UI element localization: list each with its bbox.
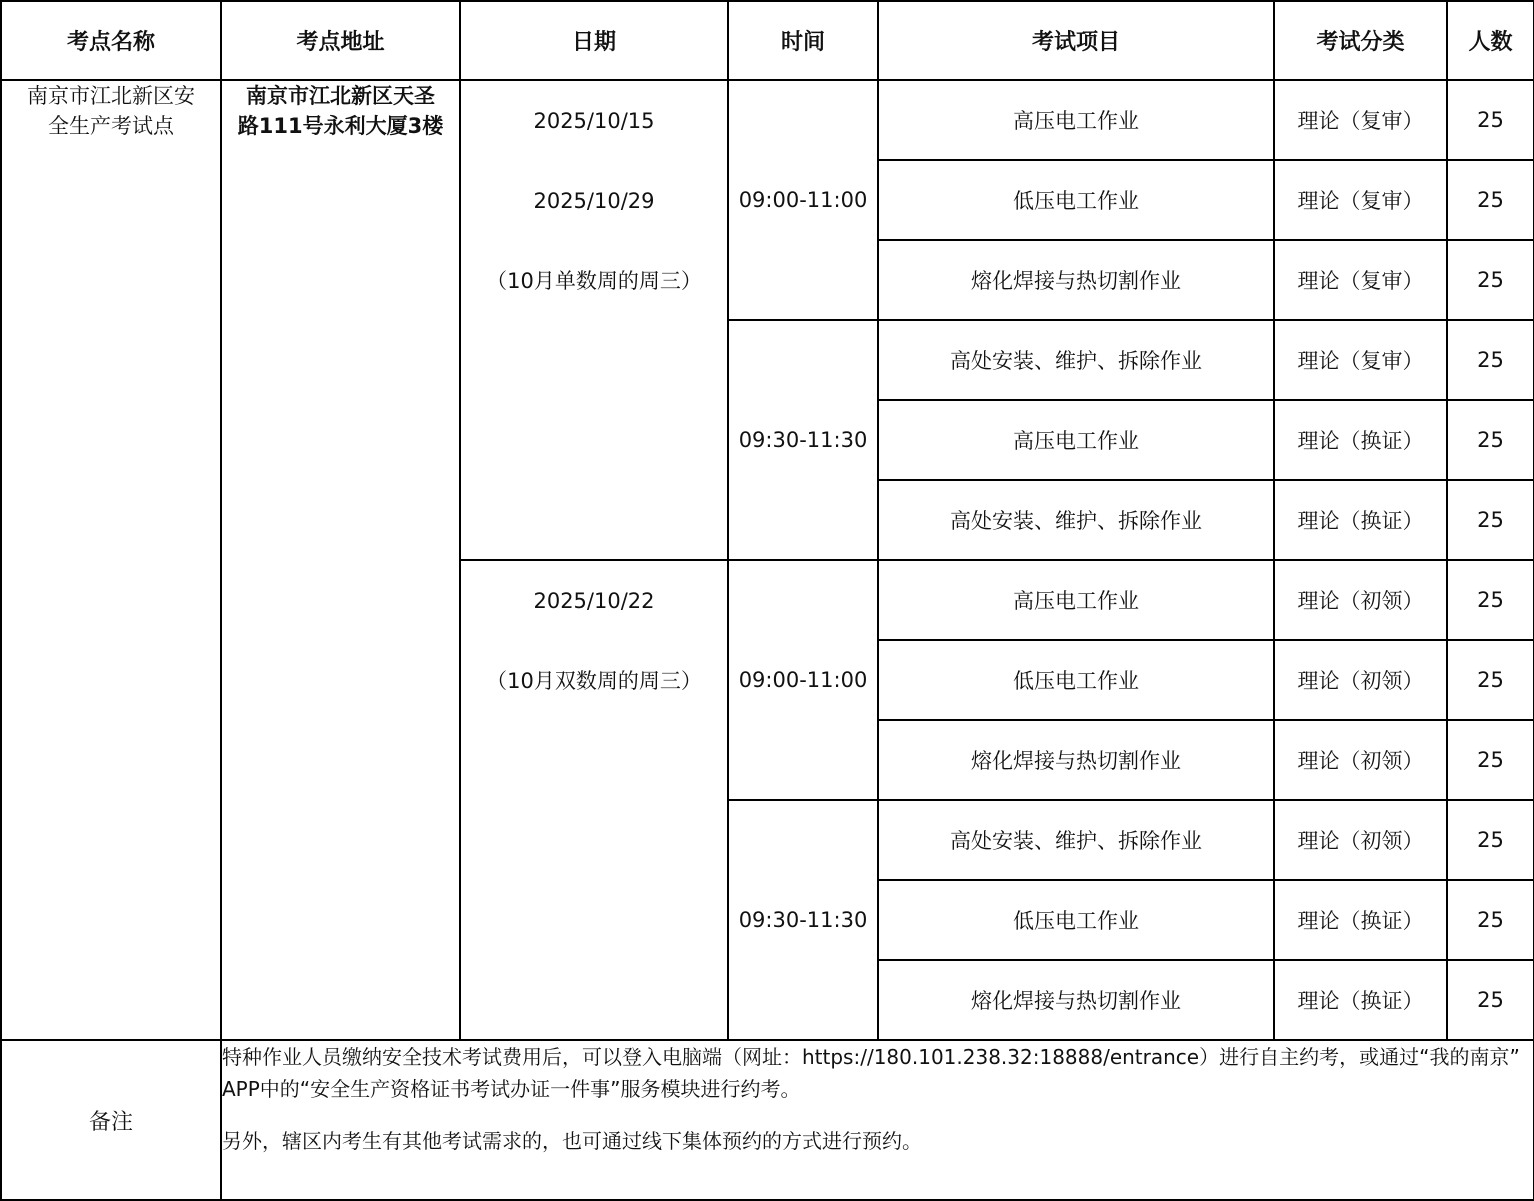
exam-count: 25 — [1447, 800, 1534, 880]
exam-category: 理论（初领） — [1274, 720, 1447, 800]
site-name-cell — [1, 80, 221, 1040]
exam-category: 理论（初领） — [1274, 560, 1447, 640]
date-line: （10月单数周的周三） — [486, 269, 702, 293]
date-line: 2025/10/15 — [533, 109, 655, 133]
exam-category: 理论（初领） — [1274, 640, 1447, 720]
header-site-name: 考点名称 — [1, 1, 221, 80]
site-address-cell — [221, 80, 460, 1040]
exam-item: 高压电工作业 — [878, 560, 1274, 640]
exam-count: 25 — [1447, 720, 1534, 800]
header-row — [1, 1, 1534, 80]
date-group-odd-weeks — [460, 80, 728, 560]
exam-count: 25 — [1447, 320, 1534, 400]
time-slot: 09:30-11:30 — [728, 800, 878, 1040]
exam-count: 25 — [1447, 400, 1534, 480]
exam-category: 理论（换证） — [1274, 960, 1447, 1040]
date-line: 2025/10/29 — [533, 189, 655, 213]
date-line: 2025/10/22 — [533, 589, 655, 613]
header-exam-category: 考试分类 — [1274, 1, 1447, 80]
time-slot: 09:00-11:00 — [728, 80, 878, 320]
exam-count: 25 — [1447, 80, 1534, 160]
header-exam-item: 考试项目 — [878, 1, 1274, 80]
exam-count: 25 — [1447, 240, 1534, 320]
exam-count: 25 — [1447, 880, 1534, 960]
exam-item: 高压电工作业 — [878, 400, 1274, 480]
exam-category: 理论（换证） — [1274, 480, 1447, 560]
exam-count: 25 — [1447, 960, 1534, 1040]
site-address-line: 南京市江北新区天圣 — [246, 84, 435, 108]
exam-category: 理论（复审） — [1274, 320, 1447, 400]
exam-category: 理论（复审） — [1274, 80, 1447, 160]
exam-item: 低压电工作业 — [878, 160, 1274, 240]
header-time: 时间 — [728, 1, 878, 80]
time-slot: 09:30-11:30 — [728, 320, 878, 560]
exam-item: 高处安装、维护、拆除作业 — [878, 320, 1274, 400]
exam-category: 理论（换证） — [1274, 880, 1447, 960]
exam-item: 高处安装、维护、拆除作业 — [878, 800, 1274, 880]
note-paragraph: 另外，辖区内考生有其他考试需求的，也可通过线下集体预约的方式进行预约。 — [222, 1129, 922, 1153]
exam-category: 理论（复审） — [1274, 160, 1447, 240]
exam-item: 熔化焊接与热切割作业 — [878, 720, 1274, 800]
exam-item: 低压电工作业 — [878, 880, 1274, 960]
exam-item: 高处安装、维护、拆除作业 — [878, 480, 1274, 560]
site-name-line: 南京市江北新区安 — [27, 84, 195, 108]
header-date: 日期 — [460, 1, 728, 80]
exam-count: 25 — [1447, 160, 1534, 240]
exam-item: 熔化焊接与热切割作业 — [878, 240, 1274, 320]
header-site-address: 考点地址 — [221, 1, 460, 80]
exam-count: 25 — [1447, 640, 1534, 720]
date-line: （10月双数周的周三） — [486, 669, 702, 693]
exam-count: 25 — [1447, 560, 1534, 640]
note-content — [221, 1040, 1534, 1200]
note-paragraph: 特种作业人员缴纳安全技术考试费用后，可以登入电脑端（网址：https://180.101.238.32:18888/entrance）进行自主约考，或通过“我的南京” APP中的“安全生产资格证书考试办证一件事”服务模块进行约考。 — [222, 1045, 1520, 1101]
site-name-line: 全生产考试点 — [48, 114, 174, 138]
exam-category: 理论（换证） — [1274, 400, 1447, 480]
header-count: 人数 — [1447, 1, 1534, 80]
time-slot: 09:00-11:00 — [728, 560, 878, 800]
exam-item: 高压电工作业 — [878, 80, 1274, 160]
exam-category: 理论（初领） — [1274, 800, 1447, 880]
date-group-even-weeks — [460, 560, 728, 1040]
note-label: 备注 — [1, 1040, 221, 1200]
exam-item: 熔化焊接与热切割作业 — [878, 960, 1274, 1040]
exam-count: 25 — [1447, 480, 1534, 560]
exam-item: 低压电工作业 — [878, 640, 1274, 720]
site-address-line: 路111号永利大厦3楼 — [237, 114, 444, 138]
note-row — [1, 1040, 1534, 1200]
exam-category: 理论（复审） — [1274, 240, 1447, 320]
table-row — [1, 80, 1534, 160]
